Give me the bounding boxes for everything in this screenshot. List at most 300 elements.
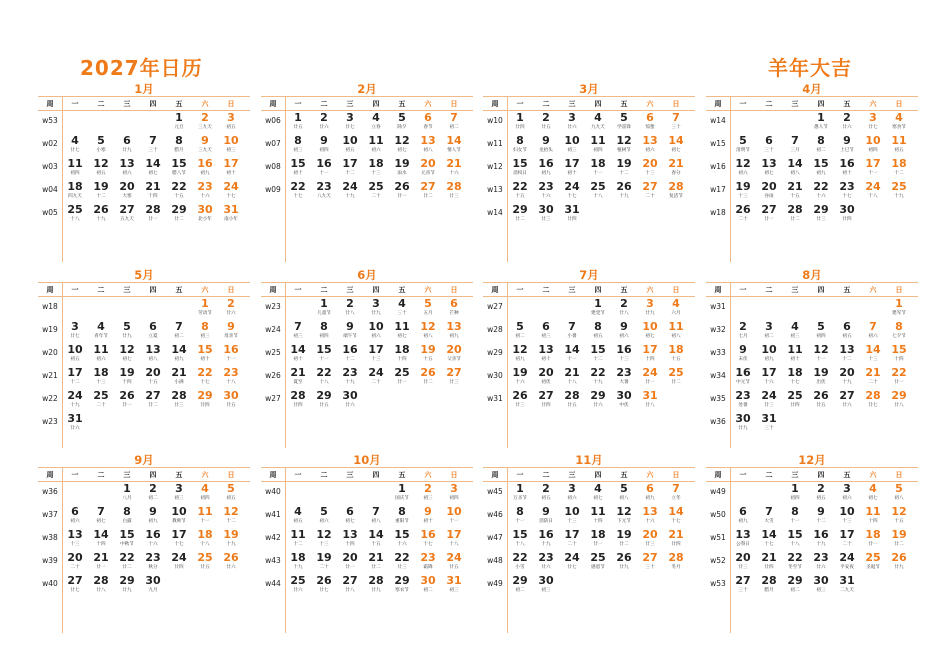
day-cell: [337, 389, 363, 412]
day-number: 21: [564, 366, 580, 379]
weekday-label: 六: [201, 285, 209, 294]
day-cell: [808, 157, 834, 180]
day-cell: [559, 551, 585, 574]
day-number: 7: [149, 134, 157, 147]
day-cell: [611, 134, 637, 157]
month-title: 7月: [483, 268, 695, 283]
day-cell: [756, 134, 782, 157]
day-cell: [337, 528, 363, 551]
day-cell: [140, 528, 166, 551]
lunar-label: 初七: [764, 171, 774, 176]
lunar-label: 中元节: [736, 380, 750, 385]
day-number: 15: [119, 528, 135, 541]
lunar-label: 廿九: [371, 311, 381, 316]
weekday-label: 五: [843, 285, 851, 294]
lunar-label: 初三: [567, 148, 577, 153]
day-cell: [62, 180, 88, 203]
lunar-label: 十四: [868, 519, 878, 524]
day-cell: [834, 180, 860, 203]
day-cell: [337, 551, 363, 574]
day-cell: [559, 111, 585, 134]
week-row: [706, 528, 912, 551]
day-number: 15: [590, 343, 606, 356]
month-title: 12月: [706, 453, 918, 468]
lunar-label: 十二: [226, 519, 236, 524]
day-cell: [730, 134, 756, 157]
weekday-label: 六: [869, 470, 877, 479]
weekday-header: [706, 468, 918, 482]
day-cell: [808, 203, 834, 226]
lunar-label: 初四: [200, 496, 210, 501]
lunar-label: 十七: [764, 542, 774, 547]
empty-cell: [637, 203, 663, 226]
day-cell: [663, 320, 689, 343]
day-cell: [389, 528, 415, 551]
day-number: 6: [149, 320, 157, 333]
weekday-label: 日: [672, 470, 680, 479]
lunar-label: 初八: [148, 357, 158, 362]
lunar-label: 廿六: [541, 565, 551, 570]
day-cell: [140, 157, 166, 180]
lunar-label: 大雪: [764, 519, 774, 524]
day-cell: [730, 574, 756, 597]
day-number: 1: [123, 482, 131, 495]
lunar-label: 廿七: [70, 588, 80, 593]
lunar-label: 十五: [515, 194, 525, 199]
day-cell: [886, 180, 912, 203]
day-cell: [860, 157, 886, 180]
day-number: 31: [67, 412, 83, 425]
day-cell: [782, 134, 808, 157]
day-number: 26: [512, 389, 528, 402]
day-cell: [218, 297, 244, 320]
day-cell: [808, 180, 834, 203]
day-cell: [62, 366, 88, 389]
lunar-label: 十七: [174, 542, 184, 547]
day-cell: [389, 343, 415, 366]
day-number: 16: [735, 366, 751, 379]
lunar-label: 初二: [790, 588, 800, 593]
weekday-label: 三: [791, 99, 799, 108]
day-number: 14: [171, 343, 187, 356]
weekday-label: 一: [516, 470, 524, 479]
lunar-label: 廿九: [894, 565, 904, 570]
day-number: 25: [590, 180, 606, 193]
weekday-label: 六: [424, 285, 432, 294]
week-row: [38, 528, 244, 551]
day-number: 4: [672, 297, 680, 310]
day-number: 14: [564, 343, 580, 356]
month-title: 3月: [483, 82, 695, 97]
lunar-label: 十二: [70, 380, 80, 385]
day-number: 7: [672, 111, 680, 124]
lunar-label: 植树节: [617, 148, 631, 153]
week-number: w03: [42, 162, 58, 171]
day-number: 30: [420, 574, 436, 587]
week-number: w31: [487, 394, 503, 403]
lunar-label: 劳动节: [198, 311, 212, 316]
week-number: w26: [265, 371, 281, 380]
day-cell: [808, 343, 834, 366]
lunar-label: 廿一: [148, 217, 158, 222]
day-number: 20: [446, 343, 462, 356]
lunar-label: 初五: [541, 496, 551, 501]
day-cell: [166, 111, 192, 134]
day-number: 3: [450, 482, 458, 495]
week-number: w36: [42, 487, 58, 496]
lunar-label: 十三: [868, 357, 878, 362]
lunar-label: 初九: [541, 171, 551, 176]
lunar-label: 冬至节: [788, 565, 802, 570]
day-number: 6: [346, 505, 354, 518]
day-number: 17: [67, 366, 83, 379]
day-cell: [415, 297, 441, 320]
day-cell: [559, 482, 585, 505]
day-number: 6: [450, 297, 458, 310]
lunar-label: 廿四: [174, 565, 184, 570]
lunar-label: 初六: [70, 519, 80, 524]
day-number: 9: [739, 343, 747, 356]
day-cell: [663, 482, 689, 505]
day-number: 28: [761, 574, 777, 587]
month-block: [38, 453, 250, 633]
week-number: w18: [42, 302, 58, 311]
lunar-label: 初二: [423, 588, 433, 593]
lunar-label: 廿五: [567, 403, 577, 408]
day-number: 5: [817, 320, 825, 333]
empty-cell: [860, 203, 886, 226]
lunar-label: 万圣节: [513, 496, 527, 501]
weekday-label: 五: [175, 99, 183, 108]
day-number: 7: [791, 134, 799, 147]
lunar-label: 十一: [449, 519, 459, 524]
day-cell: [585, 111, 611, 134]
day-number: 18: [891, 157, 907, 170]
lunar-label: 廿二: [619, 542, 629, 547]
week-number: w48: [487, 556, 503, 565]
day-number: 4: [97, 320, 105, 333]
empty-cell: [611, 574, 637, 597]
day-cell: [218, 528, 244, 551]
day-cell: [756, 574, 782, 597]
day-number: 21: [368, 551, 384, 564]
day-cell: [192, 134, 218, 157]
weekday-header: [38, 468, 250, 482]
day-cell: [441, 320, 467, 343]
day-number: 29: [197, 389, 213, 402]
lunar-label: 初五: [816, 496, 826, 501]
day-cell: [611, 528, 637, 551]
day-number: 8: [895, 320, 903, 333]
lunar-label: 廿七: [567, 565, 577, 570]
day-number: 20: [735, 551, 751, 564]
lunar-label: 北小年: [198, 217, 212, 222]
day-cell: [507, 505, 533, 528]
day-cell: [611, 180, 637, 203]
empty-cell: [559, 574, 585, 597]
lunar-label: 十八: [226, 380, 236, 385]
lunar-label: 公祭日: [736, 542, 750, 547]
day-number: 1: [516, 111, 524, 124]
day-cell: [860, 505, 886, 528]
day-number: 12: [512, 343, 528, 356]
day-cell: [140, 505, 166, 528]
day-cell: [860, 180, 886, 203]
day-cell: [166, 203, 192, 226]
weekday-label: 日: [227, 470, 235, 479]
lunar-label: 十四: [122, 380, 132, 385]
day-cell: [611, 389, 637, 412]
day-number: 9: [201, 134, 209, 147]
week-row: [706, 111, 912, 134]
week-number: w53: [710, 579, 726, 588]
day-number: 24: [865, 180, 881, 193]
day-number: 31: [839, 574, 855, 587]
day-cell: [533, 482, 559, 505]
lunar-label: 廿一: [894, 380, 904, 385]
day-number: 25: [891, 180, 907, 193]
day-number: 30: [538, 574, 554, 587]
lunar-label: 三九天: [198, 148, 212, 153]
day-number: 28: [290, 389, 306, 402]
day-number: 30: [616, 389, 632, 402]
lunar-label: 十八: [515, 542, 525, 547]
day-number: 6: [765, 134, 773, 147]
lunar-label: 腊八节: [172, 171, 186, 176]
weekday-header: [483, 283, 695, 297]
lunar-label: 十七: [790, 380, 800, 385]
day-number: 21: [787, 180, 803, 193]
week-row: [706, 551, 912, 574]
day-cell: [730, 157, 756, 180]
day-number: 5: [97, 134, 105, 147]
day-cell: [441, 505, 467, 528]
day-cell: [389, 157, 415, 180]
day-number: 13: [642, 134, 658, 147]
lunar-label: 三十: [738, 588, 748, 593]
day-number: 28: [446, 180, 462, 193]
weekday-label: 一: [516, 99, 524, 108]
lunar-label: 廿一: [764, 217, 774, 222]
lunar-label: 廿八: [345, 311, 355, 316]
day-number: 16: [839, 157, 855, 170]
day-cell: [441, 366, 467, 389]
lunar-label: 初六: [842, 496, 852, 501]
weekday-label: 二: [320, 285, 328, 294]
day-cell: [415, 320, 441, 343]
day-number: 12: [420, 320, 436, 333]
day-cell: [663, 343, 689, 366]
day-cell: [507, 320, 533, 343]
day-cell: [363, 366, 389, 389]
lunar-label: 初六: [738, 171, 748, 176]
lunar-label: 廿一: [397, 380, 407, 385]
day-cell: [730, 180, 756, 203]
weekday-label: 四: [372, 470, 380, 479]
lunar-label: 十五: [148, 380, 158, 385]
lunar-label: 春分: [671, 171, 681, 176]
day-number: 28: [668, 551, 684, 564]
week-number: w45: [487, 487, 503, 496]
day-cell: [782, 482, 808, 505]
day-cell: [140, 551, 166, 574]
week-number: w21: [42, 371, 58, 380]
day-cell: [834, 203, 860, 226]
day-cell: [533, 505, 559, 528]
day-cell: [756, 412, 782, 435]
lunar-label: 廿九: [122, 334, 132, 339]
lunar-label: 十六: [397, 542, 407, 547]
day-number: 27: [735, 574, 751, 587]
lunar-label: 初七: [397, 334, 407, 339]
lunar-label: 春节: [423, 125, 433, 130]
day-cell: [782, 389, 808, 412]
day-number: 8: [516, 134, 524, 147]
lunar-label: 十三: [319, 542, 329, 547]
day-cell: [585, 366, 611, 389]
lunar-label: 廿四: [200, 403, 210, 408]
day-cell: [114, 320, 140, 343]
day-number: 13: [420, 134, 436, 147]
day-number: 17: [761, 366, 777, 379]
day-number: 15: [316, 343, 332, 356]
day-cell: [756, 551, 782, 574]
day-number: 27: [420, 180, 436, 193]
lunar-label: 母亲节: [224, 334, 238, 339]
day-number: 22: [316, 366, 332, 379]
lunar-label: 初七: [868, 496, 878, 501]
day-cell: [585, 180, 611, 203]
empty-cell: [166, 297, 192, 320]
day-cell: [192, 343, 218, 366]
day-cell: [663, 366, 689, 389]
day-cell: [337, 320, 363, 343]
day-number: 16: [197, 157, 213, 170]
weekday-label: 周: [269, 470, 277, 479]
lunar-label: 芒种: [449, 311, 459, 316]
day-cell: [808, 366, 834, 389]
lunar-label: 十六: [200, 194, 210, 199]
lunar-label: 十九: [894, 194, 904, 199]
day-cell: [114, 157, 140, 180]
day-number: 23: [197, 180, 213, 193]
day-number: 5: [895, 482, 903, 495]
day-cell: [611, 297, 637, 320]
lunar-label: 初三: [816, 588, 826, 593]
lunar-label: 中伏: [619, 403, 629, 408]
week-row: [706, 482, 912, 505]
lunar-label: 廿七: [868, 403, 878, 408]
day-number: 9: [817, 505, 825, 518]
day-cell: [886, 528, 912, 551]
weekday-label: 四: [372, 285, 380, 294]
lunar-label: 初七: [96, 519, 106, 524]
empty-cell: [415, 389, 441, 412]
lunar-label: 十三: [70, 542, 80, 547]
lunar-label: 谷雨: [764, 194, 774, 199]
week-row: [261, 574, 467, 597]
day-number: 18: [197, 528, 213, 541]
lunar-label: 廿二: [515, 217, 525, 222]
week-number: w10: [487, 116, 503, 125]
lunar-label: 初十: [226, 171, 236, 176]
weekday-label: 四: [817, 285, 825, 294]
week-row: [38, 180, 244, 203]
month-title: 4月: [706, 82, 918, 97]
weekday-label: 六: [646, 470, 654, 479]
day-cell: [834, 574, 860, 597]
day-cell: [663, 551, 689, 574]
day-number: 3: [346, 111, 354, 124]
day-cell: [663, 134, 689, 157]
day-number: 19: [119, 366, 135, 379]
day-cell: [311, 366, 337, 389]
day-cell: [285, 157, 311, 180]
week-row: [261, 389, 467, 412]
day-number: 2: [542, 111, 550, 124]
weekday-label: 三: [123, 470, 131, 479]
day-number: 5: [227, 482, 235, 495]
week-number: w52: [710, 556, 726, 565]
lunar-label: 十一: [319, 357, 329, 362]
lunar-label: 十四: [96, 542, 106, 547]
lunar-label: 感恩节: [591, 565, 605, 570]
lunar-label: 十六: [816, 194, 826, 199]
day-number: 30: [145, 574, 161, 587]
day-cell: [62, 320, 88, 343]
lunar-label: 大寒: [122, 194, 132, 199]
weekday-label: 日: [895, 285, 903, 294]
day-number: 25: [865, 551, 881, 564]
empty-cell: [886, 574, 912, 597]
day-number: 9: [149, 505, 157, 518]
day-cell: [337, 111, 363, 134]
empty-cell: [756, 482, 782, 505]
empty-cell: [140, 111, 166, 134]
lunar-label: 十二: [593, 357, 603, 362]
day-cell: [88, 320, 114, 343]
day-cell: [337, 343, 363, 366]
day-number: 29: [590, 389, 606, 402]
day-number: 16: [616, 343, 632, 356]
weekday-label: 三: [123, 99, 131, 108]
week-number: w51: [710, 533, 726, 542]
day-cell: [834, 366, 860, 389]
lunar-label: 八九天: [317, 194, 331, 199]
day-cell: [88, 134, 114, 157]
day-number: 6: [71, 505, 79, 518]
lunar-label: 五月: [423, 311, 433, 316]
month-block: [706, 453, 918, 633]
day-number: 16: [538, 528, 554, 541]
day-number: 25: [590, 551, 606, 564]
lunar-label: 初五: [293, 519, 303, 524]
day-number: 1: [817, 111, 825, 124]
day-cell: [415, 528, 441, 551]
week-row: [38, 366, 244, 389]
lunar-label: 十二: [345, 171, 355, 176]
day-cell: [507, 482, 533, 505]
lunar-label: 十六: [515, 380, 525, 385]
day-cell: [192, 111, 218, 134]
lunar-label: 廿五: [200, 565, 210, 570]
day-number: 22: [394, 551, 410, 564]
lunar-label: 十二: [619, 171, 629, 176]
week-number: w18: [710, 208, 726, 217]
lunar-label: 霜降: [423, 565, 433, 570]
lunar-label: 廿八: [619, 311, 629, 316]
lunar-label: 初十: [293, 357, 303, 362]
